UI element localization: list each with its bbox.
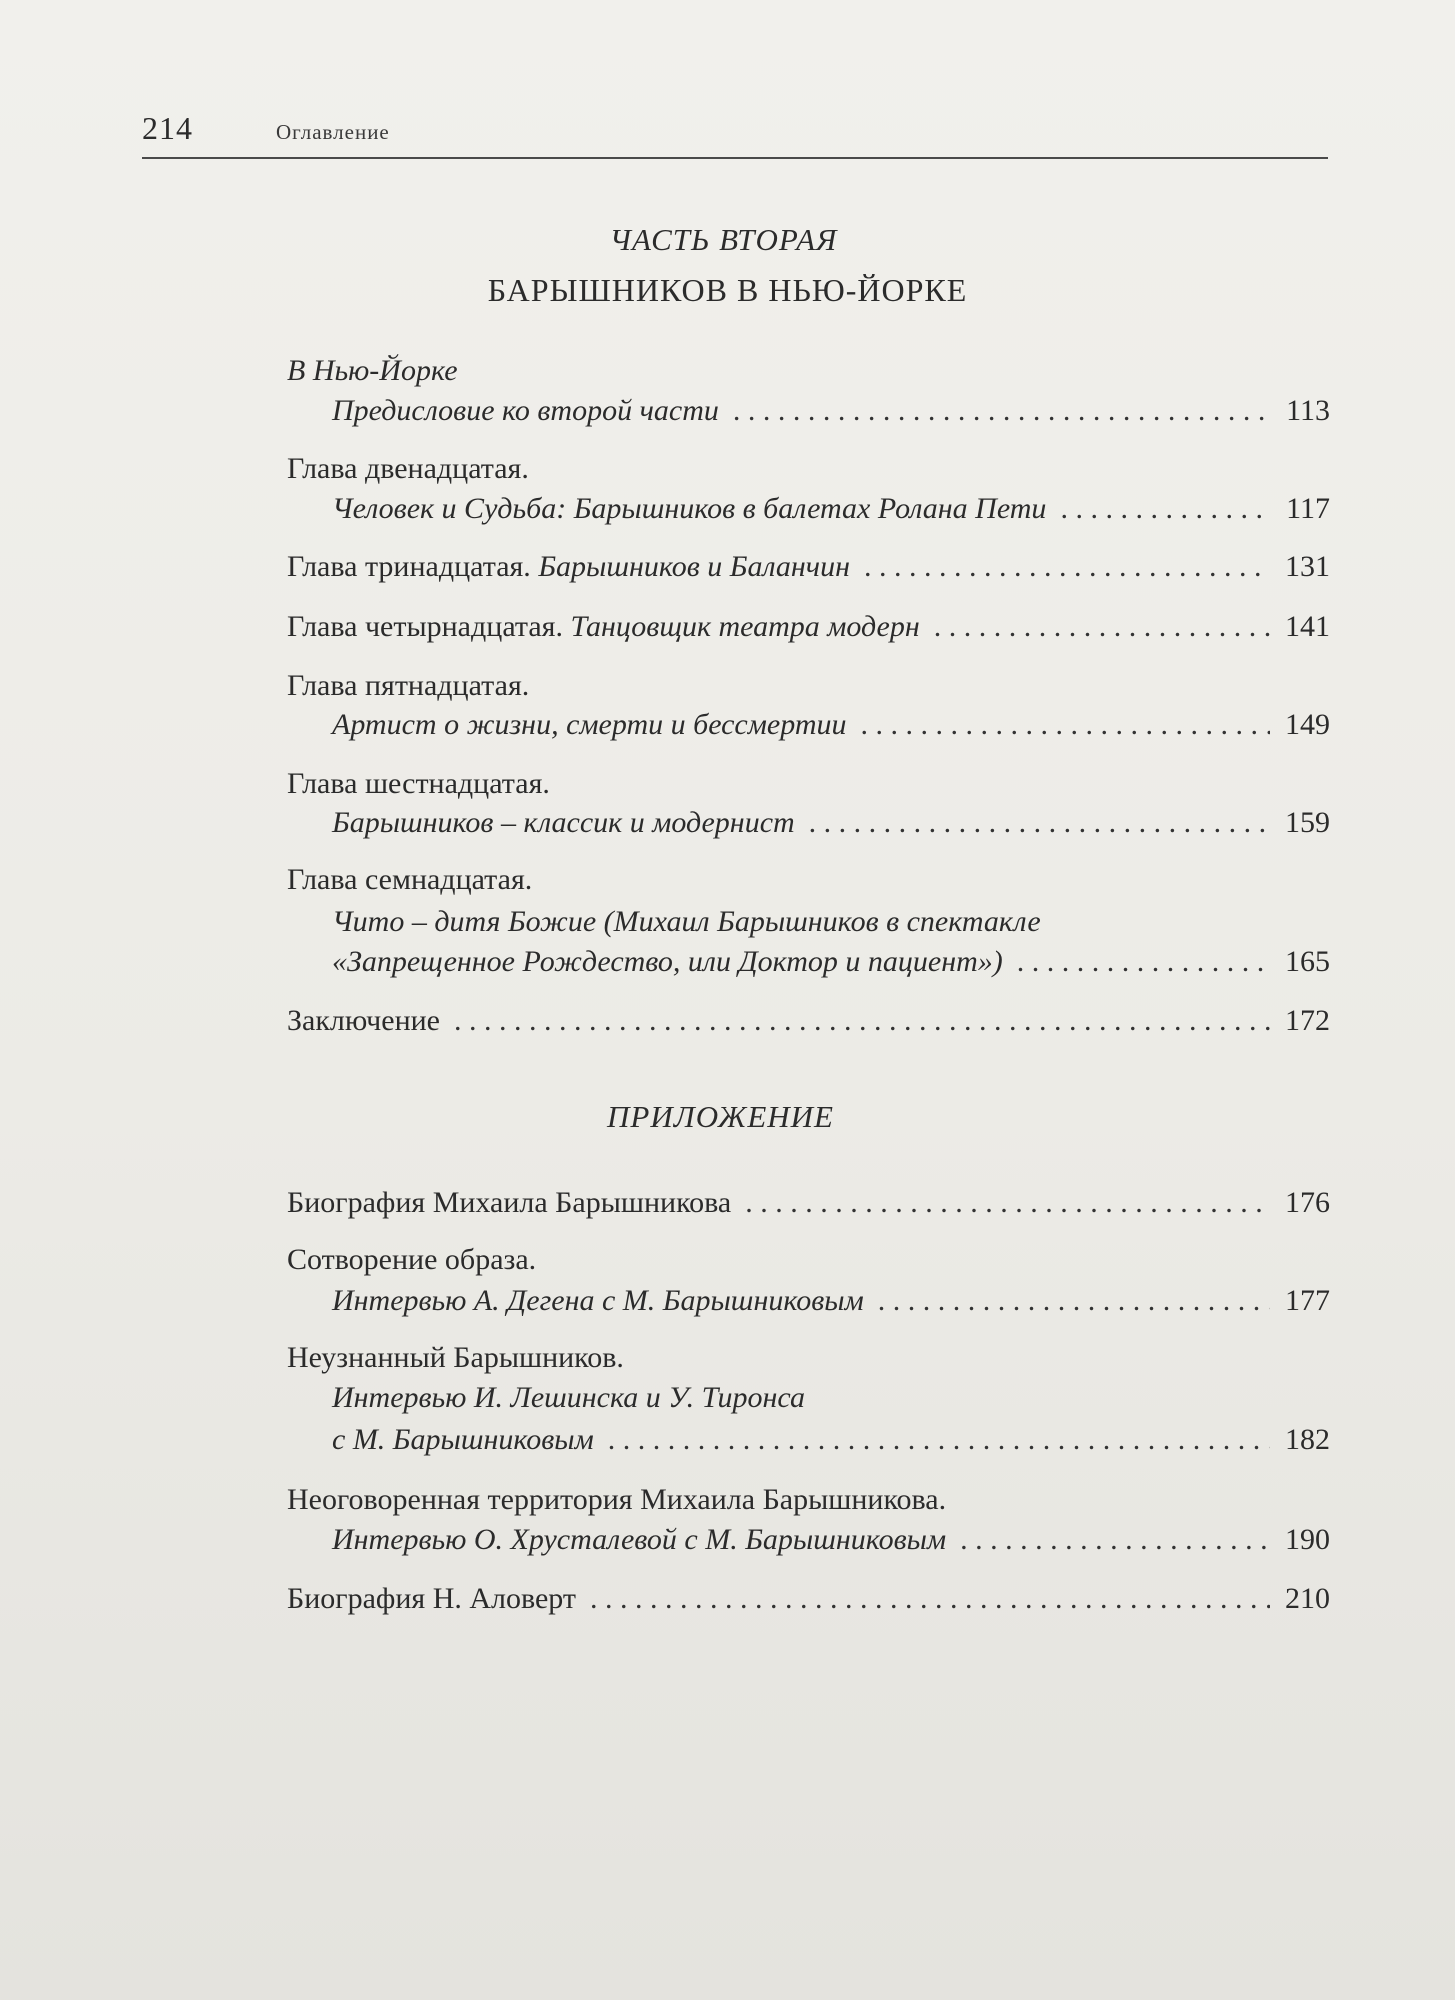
toc-title: Биография Михаила Барышникова: [287, 1186, 732, 1219]
toc-title: Биография Н. Аловерт: [287, 1582, 577, 1615]
toc-heading-text: Глава пятнадцатая.: [287, 669, 530, 702]
toc-entry[interactable]: [287, 1576, 1330, 1622]
dot-leader: [960, 1517, 1270, 1563]
toc-heading-text: Неузнанный Барышников.: [287, 1341, 624, 1374]
toc-page-number: 141: [1285, 610, 1330, 643]
toc-page-number: 172: [1285, 1004, 1330, 1037]
toc-entry[interactable]: [332, 939, 1330, 985]
dot-leader: [878, 1278, 1270, 1324]
toc-heading-text: Глава четырнадцатая.: [287, 610, 563, 643]
header-rule: [142, 157, 1328, 159]
dot-leader: [454, 998, 1270, 1044]
toc-title: Барышников и Баланчин: [538, 550, 850, 583]
toc-page-number: 113: [1286, 394, 1330, 427]
running-head: [142, 108, 1328, 158]
dot-leader: [1060, 486, 1270, 532]
toc-entry[interactable]: [332, 388, 1330, 434]
toc-heading-text: Глава тринадцатая.: [287, 550, 531, 583]
toc-entry[interactable]: [287, 544, 1330, 590]
toc-title: Заключение: [287, 1004, 440, 1037]
toc-title-line: [332, 1375, 1330, 1421]
toc-heading-text: Глава семнадцатая.: [287, 863, 533, 896]
toc-title: Барышников – классик и модернист: [332, 806, 795, 839]
toc-title: «Запрещенное Рождество, или Доктор и пациент»): [332, 945, 1003, 978]
toc-title: Чито – дитя Божие (Михаил Барышников в спектакле: [332, 905, 1041, 938]
toc-page-number: 182: [1285, 1423, 1330, 1456]
toc-entry[interactable]: [287, 604, 1330, 650]
appendix-title: ПРИЛОЖЕНИЕ: [607, 1099, 834, 1134]
toc-entry[interactable]: [287, 998, 1330, 1044]
toc-entry[interactable]: [332, 800, 1330, 846]
toc-page-number: 131: [1285, 550, 1330, 583]
toc-title: Интервью О. Хрусталевой с М. Барышниковым: [332, 1523, 947, 1556]
toc-heading-text: В Нью-Йорке: [287, 354, 458, 387]
dot-leader: [745, 1180, 1270, 1226]
toc-title: Человек и Судьба: Барышников в балетах Ролана Пети: [332, 492, 1047, 525]
toc-page-number: 210: [1285, 1582, 1330, 1615]
toc-entry[interactable]: [332, 1278, 1330, 1324]
toc-title: Артист о жизни, смерти и бессмертии: [332, 708, 847, 741]
dot-leader: [1017, 939, 1270, 985]
part-title: БАРЫШНИКОВ В НЬЮ-ЙОРКЕ: [487, 272, 968, 308]
toc-page-number: 176: [1285, 1186, 1330, 1219]
dot-leader: [864, 544, 1270, 590]
toc-title: Предисловие ко второй части: [332, 394, 719, 427]
toc-heading-text: Глава шестнадцатая.: [287, 767, 550, 800]
toc-entry-heading: [287, 1237, 1330, 1283]
toc-title: Танцовщик театра модерн: [570, 610, 920, 643]
dot-leader: [733, 388, 1270, 434]
toc-page-number: 190: [1285, 1523, 1330, 1556]
toc-entry[interactable]: [287, 1180, 1330, 1226]
toc-heading-text: Сотворение образа.: [287, 1243, 537, 1276]
toc-title: с М. Барышниковым: [332, 1423, 594, 1456]
toc-page-number: 159: [1285, 806, 1330, 839]
dot-leader: [809, 800, 1270, 846]
dot-leader: [934, 604, 1270, 650]
toc-page-number: 117: [1286, 492, 1330, 525]
dot-leader: [590, 1576, 1270, 1622]
toc-title: Интервью А. Дегена с М. Барышниковым: [332, 1284, 864, 1317]
toc-title: Интервью И. Лешинска и У. Тиронса: [332, 1381, 805, 1414]
dot-leader: [608, 1417, 1270, 1463]
toc-page-number: 149: [1285, 708, 1330, 741]
toc-page-number: 177: [1285, 1284, 1330, 1317]
toc-entry[interactable]: [332, 486, 1330, 532]
toc-heading-text: Неоговоренная территория Михаила Барышникова.: [287, 1483, 947, 1516]
running-head-title: Оглавление: [276, 120, 390, 144]
toc-entry-heading: [287, 857, 1330, 903]
toc-entry[interactable]: [332, 702, 1330, 748]
toc-entry[interactable]: [332, 1517, 1330, 1563]
toc-page-number: 165: [1285, 945, 1330, 978]
toc-heading-text: Глава двенадцатая.: [287, 452, 529, 485]
part-label: ЧАСТЬ ВТОРАЯ: [609, 222, 838, 257]
toc-entry[interactable]: [332, 1417, 1330, 1463]
dot-leader: [860, 702, 1270, 748]
page-number: 214: [142, 110, 193, 146]
